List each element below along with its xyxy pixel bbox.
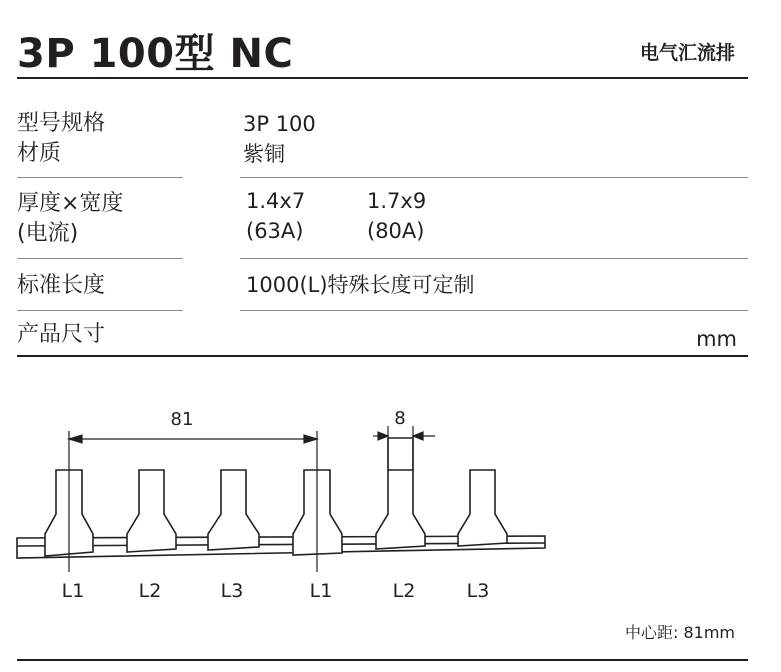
phase-label: L2 [138, 580, 162, 602]
option2-current: (80A) [367, 219, 425, 243]
phase-label: L3 [466, 580, 490, 602]
material-label: 材质 [17, 141, 62, 166]
material-value: 紫铜 [243, 142, 285, 166]
pin-6 [458, 470, 507, 546]
current-label: (电流) [17, 221, 79, 246]
option2-size: 1.7x9 [367, 189, 427, 213]
footer-divider [17, 659, 748, 661]
pin-width-arrow-right [413, 432, 423, 440]
thickness-width-label: 厚度×宽度 [17, 191, 124, 216]
standard-length-value: 1000(L)特殊长度可定制 [246, 273, 475, 297]
phase-label: L1 [309, 580, 333, 602]
unit-label: mm [696, 327, 737, 351]
option1-current: (63A) [246, 219, 304, 243]
pitch-arrow-right [304, 435, 317, 443]
pin-width-arrow-left [378, 432, 388, 440]
pitch-arrow-left [69, 435, 82, 443]
pin-width-label: 8 [394, 408, 406, 429]
phase-label: L2 [392, 580, 416, 602]
phase-label: L3 [220, 580, 244, 602]
product-category: 电气汇流排 [639, 42, 735, 64]
center-distance-note: 中心距: 81mm [624, 623, 735, 642]
pin-3 [208, 470, 259, 550]
product-title: 3P 100型 NC [17, 31, 294, 77]
pin-2 [127, 470, 176, 552]
model-value: 3P 100 [243, 112, 316, 136]
phase-label: L1 [61, 580, 85, 602]
pin-5 [376, 438, 425, 549]
pitch-label: 81 [170, 409, 194, 430]
model-label: 型号规格 [17, 111, 106, 136]
option1-size: 1.4x7 [246, 189, 306, 213]
dimensions-label: 产品尺寸 [17, 322, 106, 347]
standard-length-label: 标准长度 [17, 273, 106, 298]
